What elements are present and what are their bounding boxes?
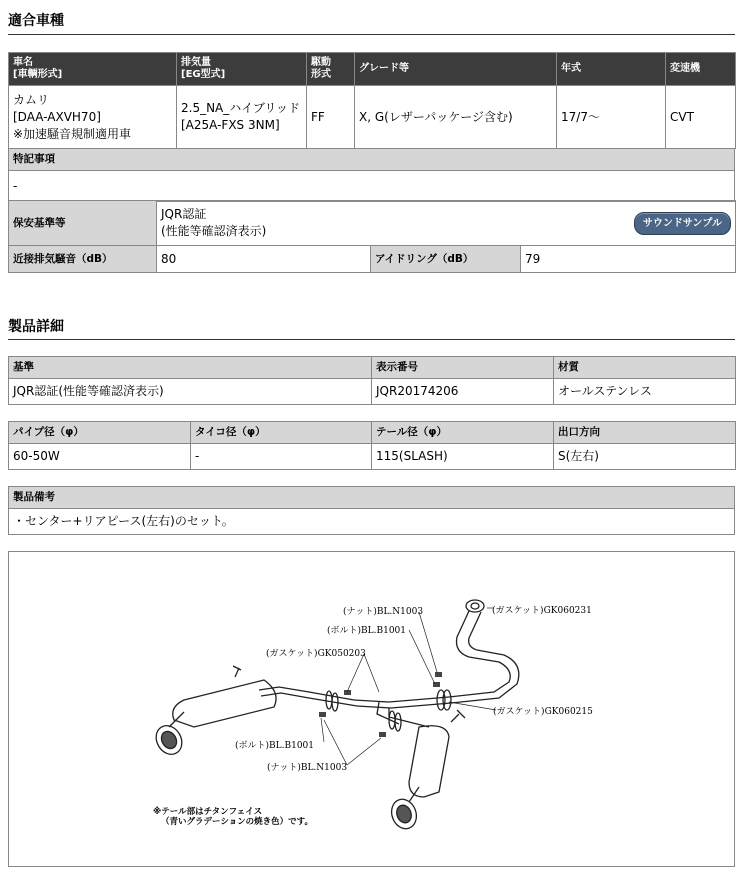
exhaust-diagram [8, 551, 735, 867]
remarks-table [8, 486, 735, 535]
label-gasket-top: (ガスケット)GK060231 [492, 606, 592, 616]
left-muffler [173, 680, 276, 727]
cell-year: 17/7〜 [557, 86, 666, 149]
special-notes-value: - [9, 171, 735, 202]
label-nut-top: (ナット)BL.N1003 [343, 607, 424, 617]
cell-car-name: カムリ [DAA-AXVH70] ※加速騒音規制適用車 [9, 86, 177, 149]
safety-label: 保安基準等 [9, 201, 157, 246]
cell-display-no: JQR20174206 [372, 379, 554, 405]
label-gasket-right: (ガスケット)GK060215 [493, 707, 593, 717]
proximity-noise-label: 近接排気騒音（dB） [9, 246, 157, 273]
cell-taiko-diameter: - [191, 444, 372, 470]
header-grade: グレード等 [355, 53, 557, 86]
cell-material: オールステンレス [554, 379, 736, 405]
tail-finish-note-line2: （青いグラデーションの焼き色）です。 [161, 817, 313, 827]
sound-sample-cell [622, 201, 736, 246]
front-flange [466, 600, 484, 612]
header-taiko-diameter: タイコ径（φ） [191, 422, 372, 444]
spec-table [8, 356, 736, 405]
vehicle-table [8, 52, 736, 149]
front-flange-inner [471, 603, 479, 609]
remarks-value: ・センター+リアピース(左右)のセット。 [9, 509, 735, 535]
idle-noise-value: 79 [521, 246, 736, 273]
cell-tail-diameter: 115(SLASH) [372, 444, 554, 470]
cell-pipe-diameter: 60-50W [9, 444, 191, 470]
cell-grade: X, G(レザーパッケージ含む) [355, 86, 557, 149]
leader-nut-bottom [324, 720, 381, 765]
header-material: 材質 [554, 357, 736, 379]
safety-table [8, 200, 736, 246]
bolt-part-lower [319, 712, 326, 717]
header-display-no: 表示番号 [372, 357, 554, 379]
leader-nut-top [419, 612, 437, 672]
remarks-label: 製品備考 [9, 487, 735, 509]
header-displacement: 排気量 [EG型式] [177, 53, 307, 86]
special-notes-label: 特記事項 [9, 149, 735, 171]
exhaust-drawing [9, 552, 736, 868]
vehicle-section-title: 適合車種 [8, 13, 64, 29]
section-divider [8, 34, 735, 35]
special-notes-table [8, 148, 735, 202]
cell-transmission: CVT [666, 86, 736, 149]
cell-exit-direction: S(左右) [554, 444, 736, 470]
label-bolt-top: (ボルト)BL.B1001 [327, 626, 406, 636]
leader-bolt-top [409, 630, 435, 684]
noise-table [8, 245, 736, 273]
idle-noise-label: アイドリング（dB） [371, 246, 521, 273]
header-tail-diameter: テール径（φ） [372, 422, 554, 444]
hanger-left [233, 666, 241, 677]
proximity-noise-value: 80 [157, 246, 371, 273]
cell-standard: JQR認証(性能等確認済表示) [9, 379, 372, 405]
header-standard: 基準 [9, 357, 372, 379]
header-exit-direction: 出口方向 [554, 422, 736, 444]
cell-displacement: 2.5_NA_ハイブリッド [A25A-FXS 3NM] [177, 86, 307, 149]
leader-bolt-bottom [321, 718, 324, 742]
safety-value: JQR認証 (性能等確認済表示) [157, 201, 622, 246]
section-divider [8, 339, 735, 340]
left-tail-pipe [169, 712, 184, 727]
sound-sample-button[interactable]: サウンドサンプル [634, 212, 731, 235]
right-muffler [409, 726, 449, 797]
cell-drive: FF [307, 86, 355, 149]
header-year: 年式 [557, 53, 666, 86]
hanger-right [451, 710, 465, 722]
leader-gasket-right [449, 702, 496, 710]
nut-part-lower [379, 732, 386, 737]
nut-part [435, 672, 442, 677]
size-table [8, 421, 736, 470]
leader-gasket-mid [347, 654, 379, 692]
header-car-name: 車名 [車輌形式] [9, 53, 177, 86]
tail-finish-note-line1: ※テール部はチタンフェイス [153, 807, 263, 817]
label-nut-bottom: (ナット)BL.N1003 [267, 763, 348, 773]
label-bolt-bottom: (ボルト)BL.B1001 [235, 741, 314, 751]
label-gasket-mid: (ガスケット)GK050203 [266, 649, 366, 659]
left-flange [326, 691, 332, 709]
header-drive: 駆動 形式 [307, 53, 355, 86]
product-section-title: 製品詳細 [8, 319, 64, 335]
header-transmission: 変速機 [666, 53, 736, 86]
header-pipe-diameter: パイプ径（φ） [9, 422, 191, 444]
